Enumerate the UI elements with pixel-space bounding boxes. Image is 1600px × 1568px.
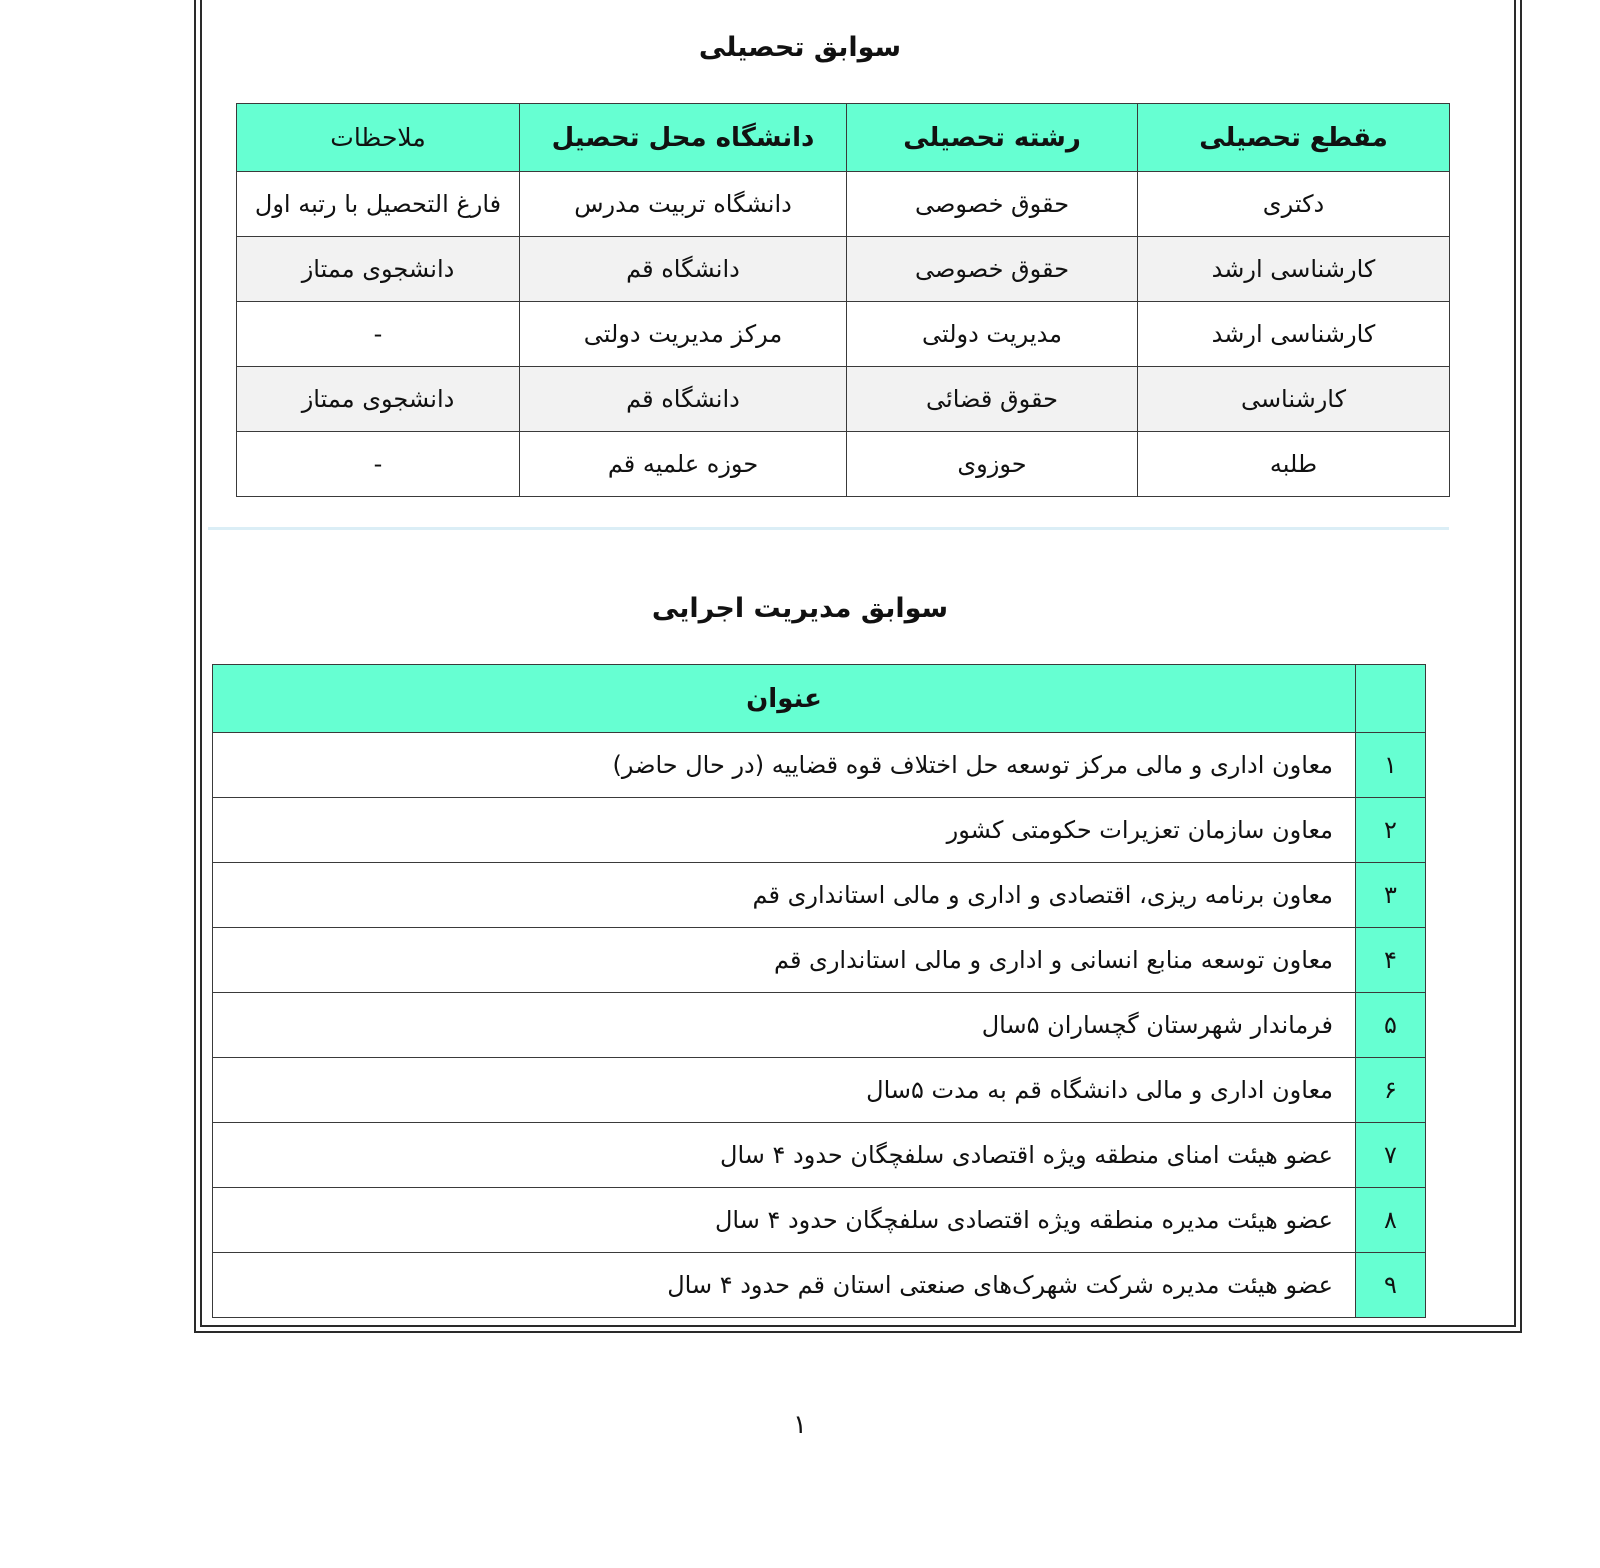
university-cell: دانشگاه قم [520,367,847,432]
education-title: سوابق تحصیلی [698,32,902,63]
position-title: معاون برنامه ریزی، اقتصادی و اداری و مالی استانداری قم [213,863,1356,928]
management-table [212,664,1426,1318]
field-cell: حوزوی [847,432,1138,497]
field-cell: حقوق خصوصی [847,172,1138,237]
column-header-notes: ملاحظات [237,104,520,172]
position-title: معاون اداری و مالی مرکز توسعه حل اختلاف قوه قضاییه (در حال حاضر) [213,733,1356,798]
notes-cell: دانشجوی ممتاز [237,237,520,302]
row-number: ۶ [1356,1058,1426,1123]
table-row [213,798,1426,863]
table-row [213,1253,1426,1318]
row-number: ۵ [1356,993,1426,1058]
page-number: ۱ [793,1410,807,1440]
field-cell: حقوق خصوصی [847,237,1138,302]
table-row [213,928,1426,993]
column-header-field: رشته تحصیلی [847,104,1138,172]
table-row [237,237,1450,302]
position-title: عضو هیئت مدیره شرکت شهرک‌های صنعتی استان قم حدود ۴ سال [213,1253,1356,1318]
row-number: ۸ [1356,1188,1426,1253]
table-row [237,367,1450,432]
degree-cell: دکتری [1138,172,1450,237]
table-row [213,863,1426,928]
notes-cell: - [237,432,520,497]
notes-cell: فارغ التحصیل با رتبه اول [237,172,520,237]
row-number: ۱ [1356,733,1426,798]
table-row [237,172,1450,237]
position-title: عضو هیئت امنای منطقه ویژه اقتصادی سلفچگان حدود ۴ سال [213,1123,1356,1188]
table-row [213,1058,1426,1123]
field-cell: حقوق قضائی [847,367,1138,432]
section-divider [208,527,1449,530]
field-cell: مدیریت دولتی [847,302,1138,367]
degree-cell: کارشناسی ارشد [1138,237,1450,302]
notes-cell: - [237,302,520,367]
column-header-number [1356,665,1426,733]
table-row [213,733,1426,798]
education-header-row [237,104,1450,172]
table-row [237,432,1450,497]
table-row [213,993,1426,1058]
degree-cell: طلبه [1138,432,1450,497]
university-cell: دانشگاه قم [520,237,847,302]
management-header-row [213,665,1426,733]
university-cell: حوزه علمیه قم [520,432,847,497]
degree-cell: کارشناسی [1138,367,1450,432]
education-table [236,103,1450,497]
table-row [213,1123,1426,1188]
row-number: ۲ [1356,798,1426,863]
position-title: عضو هیئت مدیره منطقه ویژه اقتصادی سلفچگان حدود ۴ سال [213,1188,1356,1253]
degree-cell: کارشناسی ارشد [1138,302,1450,367]
table-row [213,1188,1426,1253]
table-row [237,302,1450,367]
column-header-university: دانشگاه محل تحصیل [520,104,847,172]
notes-cell: دانشجوی ممتاز [237,367,520,432]
position-title: معاون توسعه منابع انسانی و اداری و مالی استانداری قم [213,928,1356,993]
position-title: معاون سازمان تعزیرات حکومتی کشور [213,798,1356,863]
position-title: فرماندار شهرستان گچساران ۵سال [213,993,1356,1058]
management-title: سوابق مدیریت اجرایی [651,593,949,624]
row-number: ۳ [1356,863,1426,928]
column-header-title: عنوان [213,665,1356,733]
university-cell: مرکز مدیریت دولتی [520,302,847,367]
university-cell: دانشگاه تربیت مدرس [520,172,847,237]
column-header-degree: مقطع تحصیلی [1138,104,1450,172]
row-number: ۷ [1356,1123,1426,1188]
row-number: ۴ [1356,928,1426,993]
row-number: ۹ [1356,1253,1426,1318]
position-title: معاون اداری و مالی دانشگاه قم به مدت ۵سال [213,1058,1356,1123]
